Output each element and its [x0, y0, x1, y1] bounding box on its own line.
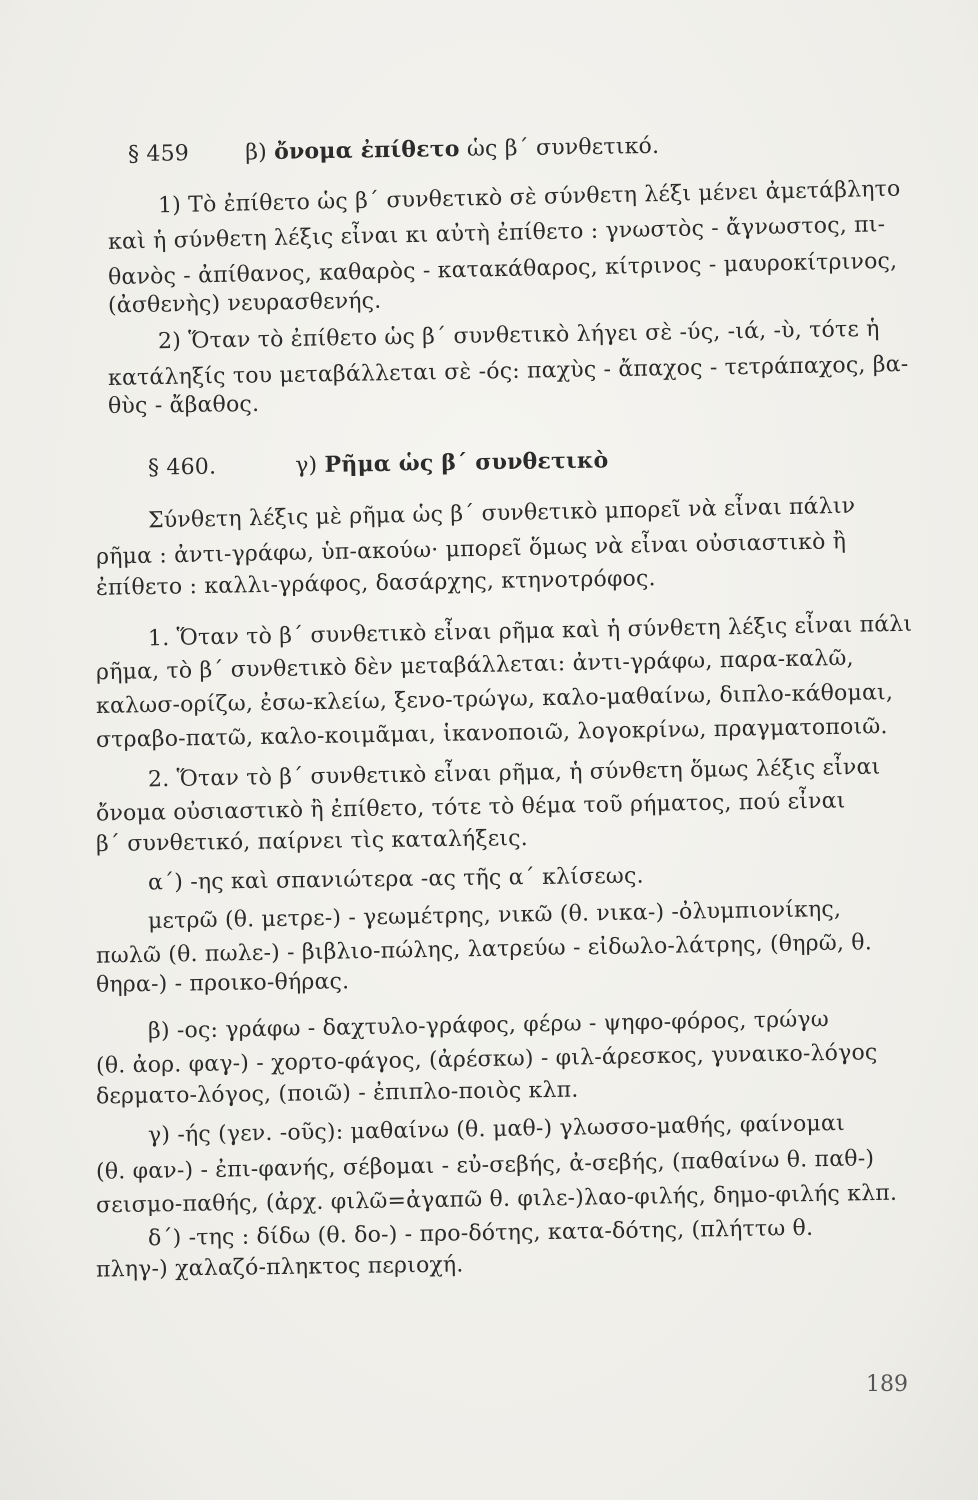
- text-line: καὶ ἡ σύνθετη λέξις εἶναι κι αὐτὴ ἐπίθετο : γνωστὸς - ἄγνωστος, πι-: [107, 212, 886, 255]
- text-line: β) -ος: γράφω - δαχτυλο-γράφος, φέρω - ψηφο-φόρος, τρώγω: [147, 1007, 830, 1044]
- section-460-heading: [148, 446, 609, 482]
- text-line: β΄ συνθετικό, παίρνει τὶς καταλήξεις.: [95, 825, 529, 858]
- heading-prefix: γ): [295, 452, 318, 479]
- text-line: ὄνομα οὐσιαστικὸ ἢ ἐπίθετο, τότε τὸ θέμα τοῦ ρήματος, πού εἶναι: [95, 788, 846, 827]
- section-number: § 459: [127, 141, 190, 168]
- section-number: § 460.: [147, 454, 217, 481]
- text-line: θηρα-) - προικο-θήρας.: [95, 969, 350, 998]
- text-line: μετρῶ (θ. μετρε-) - γεωμέτρης, νικῶ (θ. νικα-) -ὀλυμπιονίκης,: [147, 896, 842, 935]
- text-line: 2) Ὅταν τὸ ἐπίθετο ὡς β΄ συνθετικὸ λήγει σὲ -ύς, -ιά, -ὺ, τότε ἡ: [157, 316, 880, 355]
- text-line: θὺς - ἄβαθος.: [107, 391, 260, 420]
- text-line: πληγ-) χαλαζό-πληκτος περιοχή.: [95, 1252, 464, 1283]
- text-line: καλωσ-ορίζω, ἐσω-κλείω, ξενο-τρώγω, καλο-μαθαίνω, διπλο-κάθομαι,: [95, 680, 894, 719]
- heading-bold: Ρῆμα ὡς β΄ συνθετικὸ: [324, 447, 609, 478]
- heading-prefix: β): [245, 139, 268, 166]
- text-line: (ἀσθενὴς) νευρασθενής.: [107, 288, 382, 319]
- section-459-heading: [128, 132, 660, 169]
- heading-suffix: ὡς β΄ συνθετικό.: [466, 133, 660, 162]
- page-number: 189: [866, 1372, 908, 1397]
- text-line: ἐπίθετο : καλλι-γράφος, δασάρχης, κτηνοτρόφος.: [95, 566, 656, 601]
- heading-bold: ὄνομα ἐπίθετο: [273, 135, 460, 165]
- text-line: ρῆμα, τὸ β΄ συνθετικὸ δὲν μεταβάλλεται: ἀντι-γράφω, παρα-καλῶ,: [95, 645, 854, 686]
- text-line: κατάληξίς του μεταβάλλεται σὲ -ός: παχὺς - ἄπαχος - τετράπαχος, βα-: [107, 352, 909, 391]
- text-line: σεισμο-παθής, (ἀρχ. φιλῶ=ἀγαπῶ θ. φιλε-)λαο-φιλής, δημο-φιλής κλπ.: [95, 1180, 898, 1219]
- text-line: (θ. ἀορ. φαγ-) - χορτο-φάγος, (ἀρέσκω) - φιλ-άρεσκος, γυναικο-λόγος: [95, 1040, 878, 1079]
- text-line: δ΄) -της : δίδω (θ. δο-) - προ-δότης, κατα-δότης, (πλήττω θ.: [147, 1215, 814, 1252]
- text-line: ρῆμα : ἀντι-γράφω, ὑπ-ακούω· μπορεῖ ὅμως νὰ εἶναι οὐσιαστικὸ ἢ: [95, 529, 847, 570]
- text-line: 2. Ὅταν τὸ β΄ συνθετικὸ εἶναι ρῆμα, ἡ σύνθετη ὅμως λέξις εἶναι: [147, 754, 881, 793]
- text-line: (θ. φαν-) - ἐπι-φανής, σέβομαι - εὐ-σεβής, ἀ-σεβής, (παθαίνω θ. παθ-): [95, 1146, 875, 1185]
- text-line: στραβο-πατῶ, καλο-κοιμᾶμαι, ἱκανοποιῶ, λογοκρίνω, πραγματοποιῶ.: [95, 714, 888, 753]
- text-line: α΄) -ης καὶ σπανιώτερα -ας τῆς α΄ κλίσεως.: [147, 863, 644, 896]
- text-line: γ) -ής (γεν. -οῦς): μαθαίνω (θ. μαθ-) γλωσσο-μαθής, φαίνομαι: [147, 1110, 846, 1149]
- text-line: 1. Ὅταν τὸ β΄ συνθετικὸ εἶναι ρῆμα καὶ ἡ σύνθετη λέξις εἶναι πάλι: [147, 611, 913, 652]
- text-line: Σύνθετη λέξις μὲ ρῆμα ὡς β΄ συνθετικὸ μπορεῖ νὰ εἶναι πάλιν: [147, 493, 856, 534]
- text-line: πωλῶ (θ. πωλε-) - βιβλιο-πώλης, λατρεύω - εἰδωλο-λάτρης, (θηρῶ, θ.: [95, 930, 873, 969]
- text-line: 1) Τὸ ἐπίθετο ὡς β΄ συνθετικὸ σὲ σύνθετη λέξι μένει ἀμετάβλητο: [157, 176, 901, 219]
- text-line: δερματο-λόγος, (ποιῶ) - ἐπιπλο-ποιὸς κλπ.: [95, 1077, 579, 1110]
- text-line: θανὸς - ἀπίθανος, καθαρὸς - κατακάθαρος, κίτρινος - μαυροκίτρινος,: [107, 248, 898, 291]
